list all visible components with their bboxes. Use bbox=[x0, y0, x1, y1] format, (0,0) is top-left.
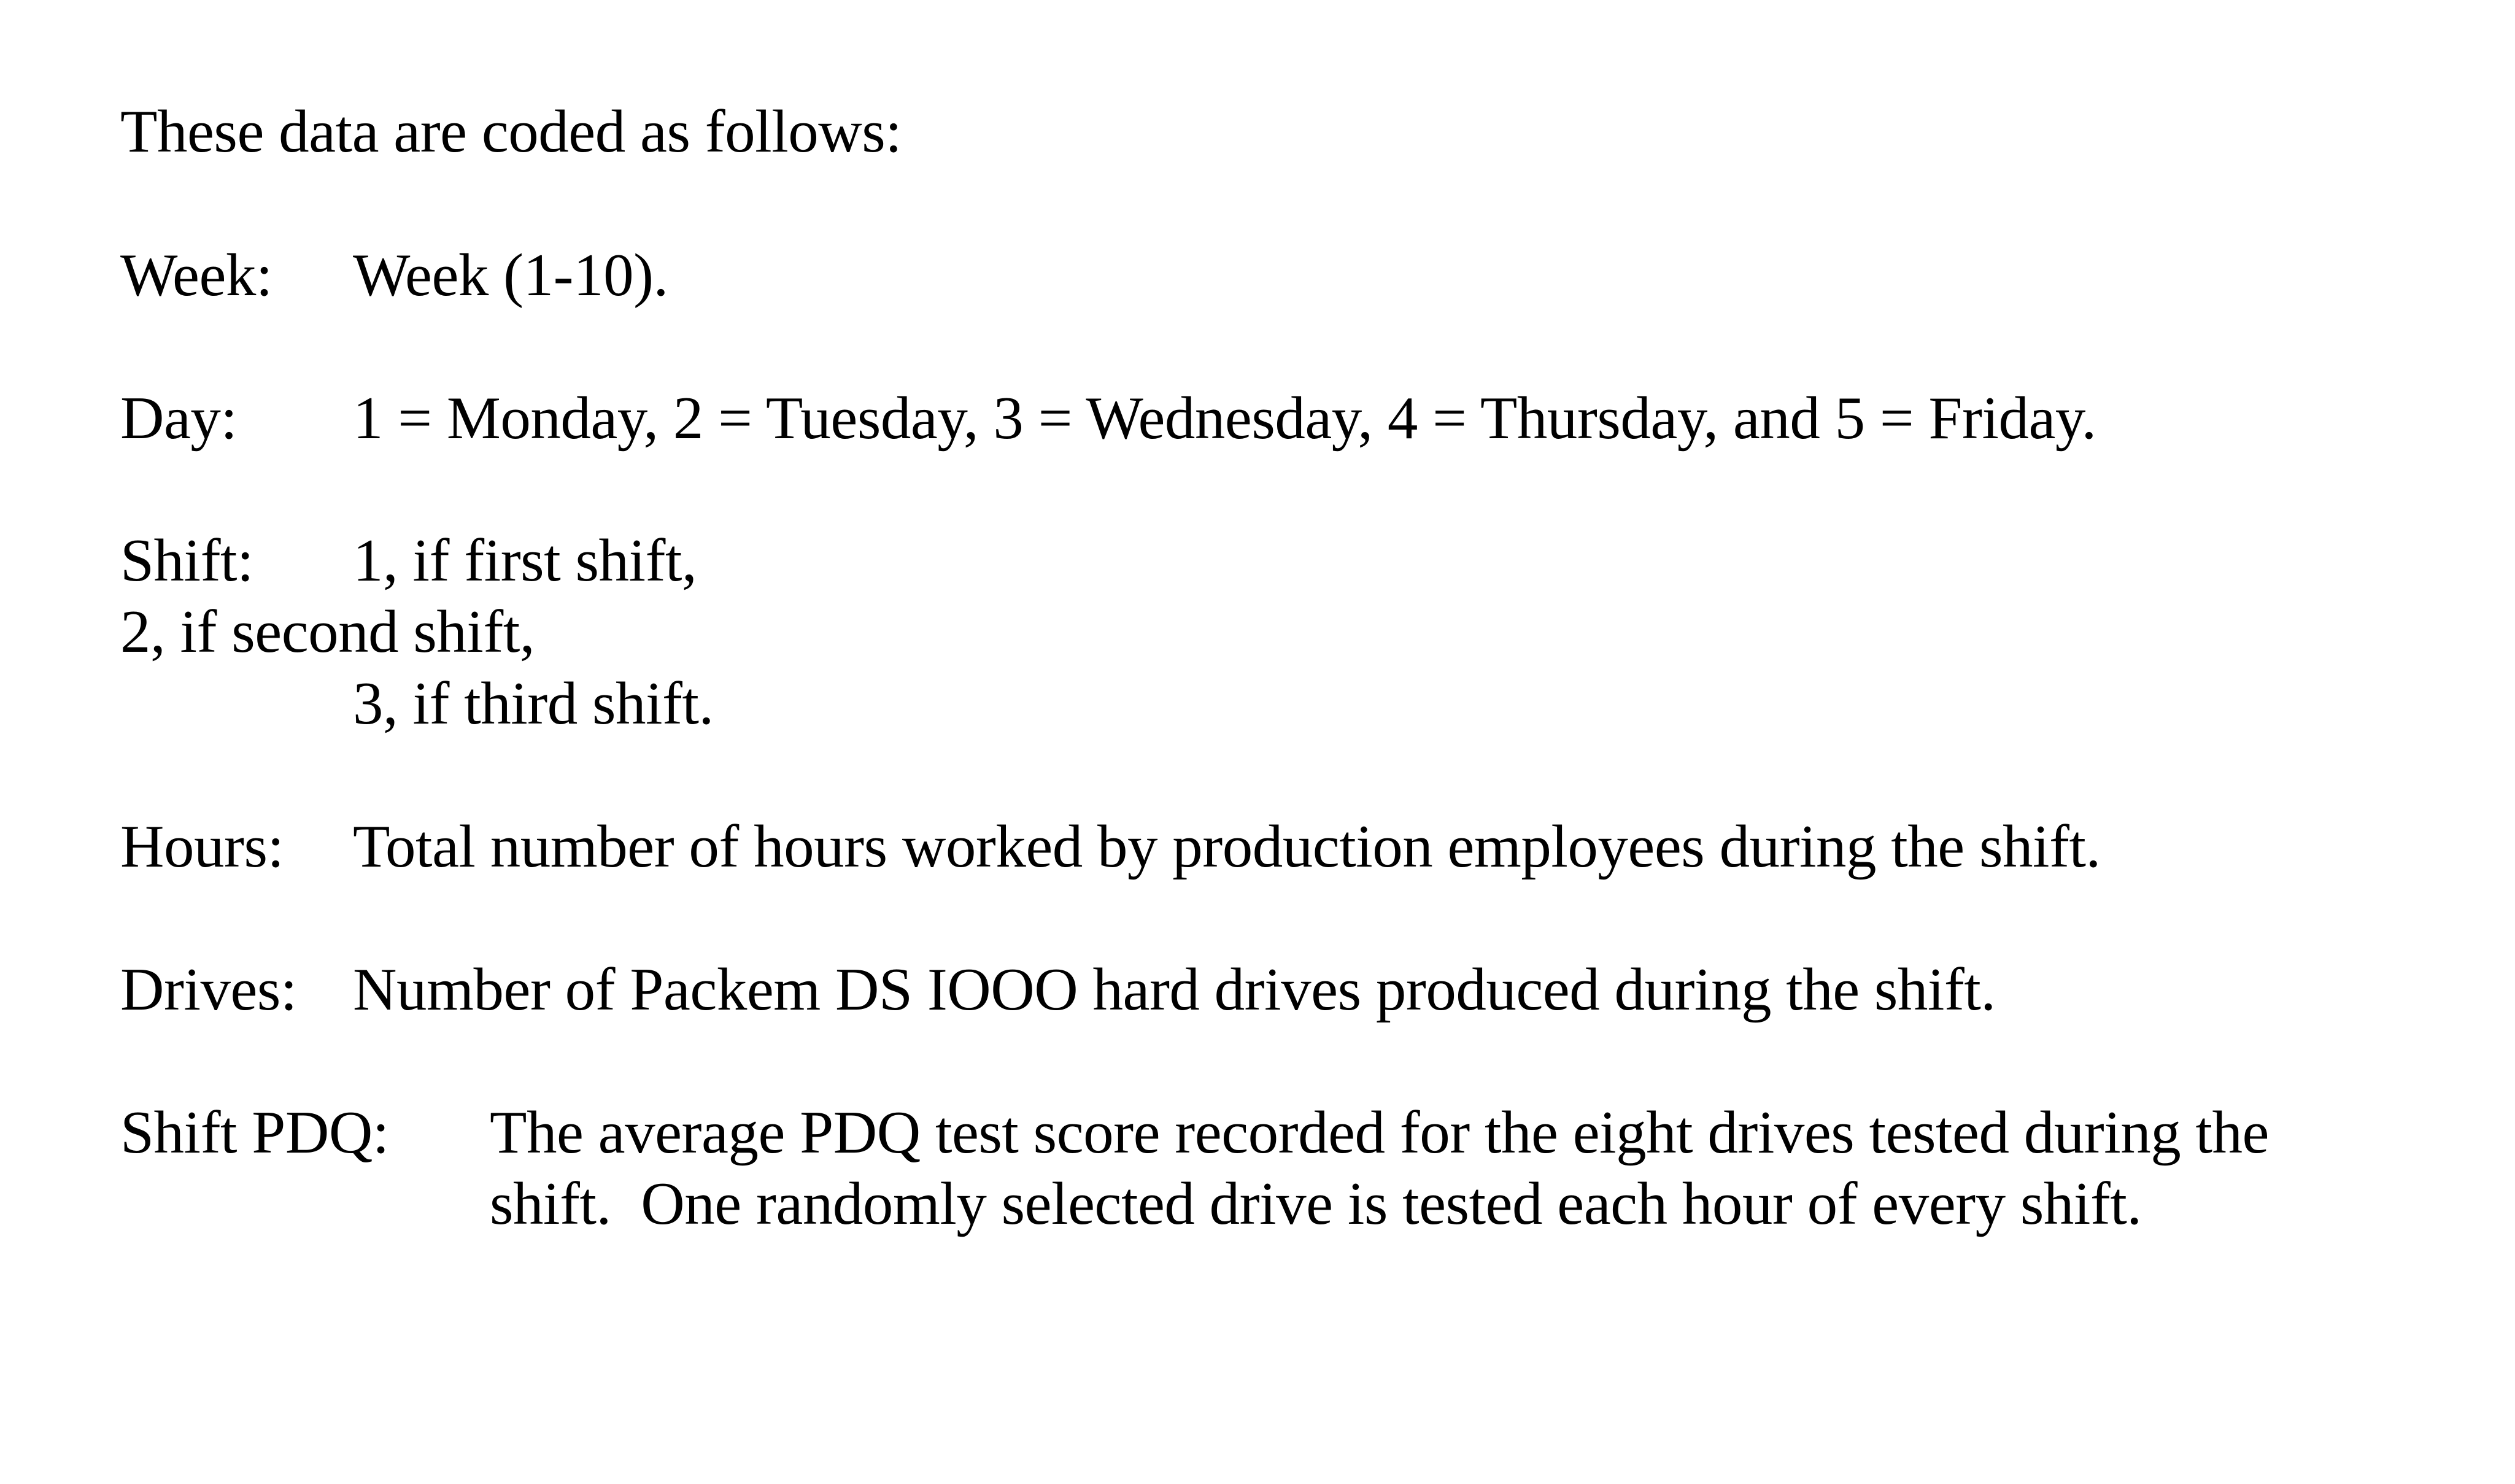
shift-pdq-definition-line-2: shift. One randomly selected drive is tested each hour of every shift. bbox=[490, 1170, 2142, 1237]
day-term: Day: bbox=[120, 385, 238, 452]
hours-term: Hours: bbox=[120, 813, 284, 880]
shift-definition-line-1: 1, if first shift, bbox=[353, 527, 697, 594]
shift-term: Shift: bbox=[120, 527, 254, 594]
week-definition: Week (1-10). bbox=[353, 242, 668, 309]
drives-definition: Number of Packem DS IOOO hard drives produced during the shift. bbox=[353, 956, 1996, 1023]
day-definition: 1 = Monday, 2 = Tuesday, 3 = Wednesday, 4 = Thursday, and 5 = Friday. bbox=[353, 385, 2096, 452]
week-term: Week: bbox=[120, 242, 272, 309]
hours-definition: Total number of hours worked by production employees during the shift. bbox=[353, 813, 2101, 880]
shift-pdq-term: Shift PDQ: bbox=[120, 1099, 389, 1166]
shift-pdq-definition-line-1: The average PDQ test score recorded for the eight drives tested during the bbox=[490, 1099, 2269, 1166]
intro-text: These data are coded as follows: bbox=[120, 98, 902, 165]
drives-term: Drives: bbox=[120, 956, 297, 1023]
shift-definition-line-2: 2, if second shift, bbox=[120, 598, 535, 665]
shift-definition-line-3: 3, if third shift. bbox=[353, 670, 714, 737]
